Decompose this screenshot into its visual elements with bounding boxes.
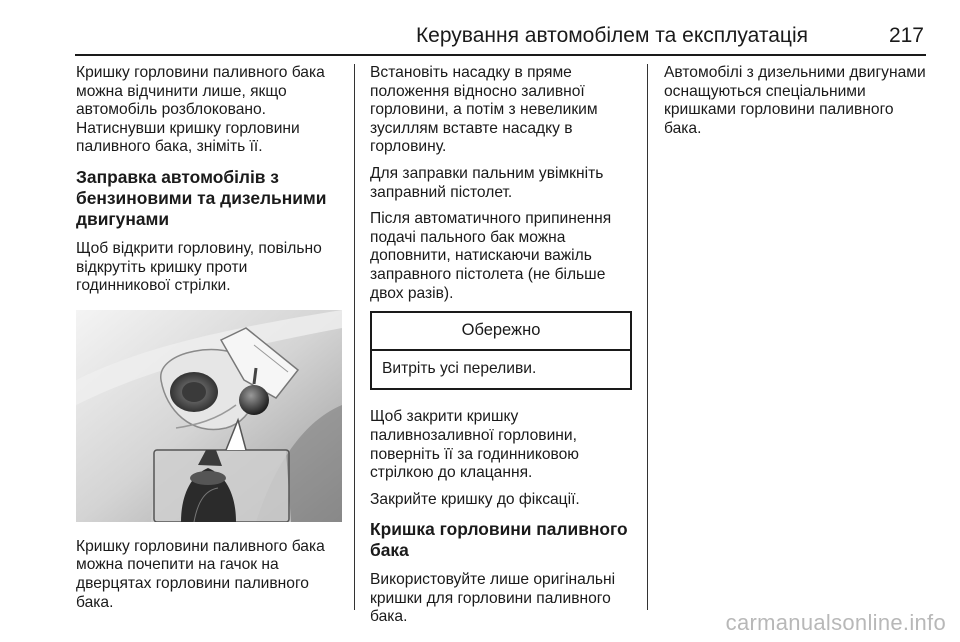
paragraph: Встановіть насадку в пряме положення відносно заливної горловини, а потім з невеликим зусиллям вставте насадку в горловину. bbox=[370, 64, 598, 156]
column-divider bbox=[354, 64, 355, 610]
paragraph: Для заправки пальним увімкніть заправний пістолет. bbox=[370, 164, 604, 201]
page-header bbox=[75, 22, 926, 56]
section-heading: Кришка горловини паливного бака bbox=[370, 519, 628, 561]
warning-title: Обережно bbox=[372, 313, 630, 351]
page-title: Керування автомобілем та експлуатація bbox=[415, 24, 808, 47]
paragraph: Кришку горловини паливного бака можна відчинити лише, якщо автомобіль розблоковано. Натиснувши кришку горловини паливного бака, зніміть її. bbox=[76, 64, 325, 156]
fuel-cap-illustration bbox=[76, 310, 342, 522]
paragraph: Автомобілі з дизельними двигунами оснащуються спеціальними кришками горловини паливного бака. bbox=[664, 64, 926, 137]
section-heading: Заправка автомобілів з бензиновими та дизельними двигунами bbox=[76, 166, 327, 229]
watermark: carmanualsonline.info bbox=[725, 610, 946, 635]
paragraph: Закрийте кришку до фіксації. bbox=[370, 490, 580, 508]
paragraph: Після автоматичного припинення подачі пального бак можна доповнити, натискаючи важіль заправного пістолета (не більше двох разів). bbox=[370, 210, 612, 302]
paragraph: Використовуйте лише оригінальні кришки для горловини паливного бака. bbox=[370, 571, 616, 626]
column-divider bbox=[647, 64, 648, 610]
column-1 bbox=[76, 64, 344, 620]
warning-text: Витріть усі переливи. bbox=[382, 359, 537, 377]
page-number: 217 bbox=[888, 24, 924, 47]
column-3 bbox=[664, 64, 934, 146]
column-2 bbox=[370, 64, 635, 635]
figure-caption: Кришку горловини паливного бака можна почепити на гачок на дверцятах горловини паливного бака. bbox=[76, 537, 325, 611]
paragraph: Щоб закрити кришку паливнозаливної горловини, поверніть її за годинниковою стрілкою до клацання. bbox=[370, 408, 579, 482]
paragraph: Щоб відкрити горловину, повільно відкрутіть кришку проти годинникової стрілки. bbox=[76, 239, 322, 295]
warning-box bbox=[370, 311, 632, 390]
